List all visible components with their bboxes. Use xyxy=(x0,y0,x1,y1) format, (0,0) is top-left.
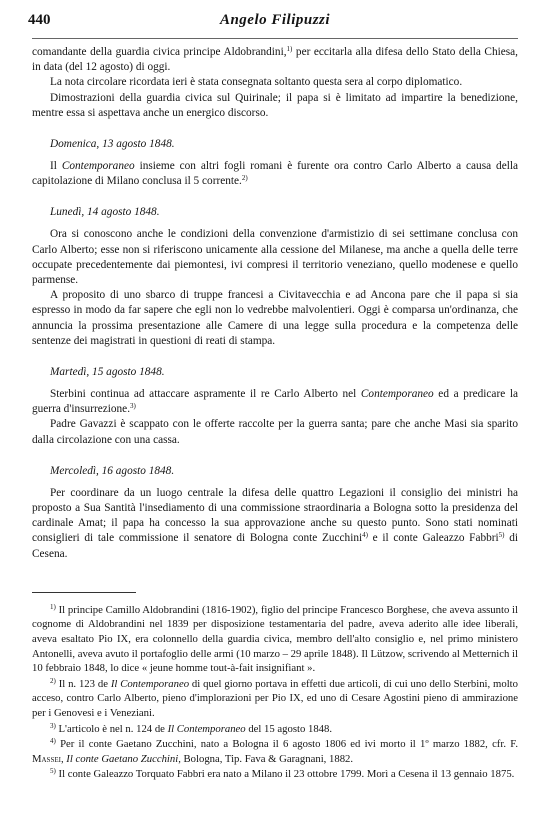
paragraph: Dimostrazioni della guardia civica sul Quirinale; il papa si è limitato ad impartire la benedizione, mentre essa si aspettava anche un energico discorso. xyxy=(32,91,518,119)
footnotes xyxy=(32,603,518,782)
entry-date: Mercoledì, 16 agosto 1848. xyxy=(50,464,175,477)
page-header xyxy=(28,8,518,39)
footnote-ref[interactable]: 4) xyxy=(362,531,368,540)
entry-date: Martedì, 15 agosto 1848. xyxy=(50,366,165,379)
paragraph: Padre Gavazzi è scappato con le offerte raccolte per la guerra santa; pare che anche Masi sia sparito dalla circolazione con una cassa. xyxy=(32,418,518,446)
paragraph: Ora si conoscono anche le condizioni della convenzione d'armistizio di sei settimane conclusa con Carlo Alberto; esse non si riferiscono unicamente alla cessione del Milanese, ma anche a quella delle terre occupate precedentemente dai piemontesi, ivi compresi il territorio veneziano, quello modenese e quello parmense. xyxy=(32,228,518,287)
paragraph: La nota circolare ricordata ieri è stata consegnata soltanto questa sera al corpo diplomatico. xyxy=(50,76,463,89)
footnote: $^{1)}$ Il principe Camillo Aldobrandini (1816-1902), figlio del principe Francesco Borghese, che aveva assunto il cognome di Aldobrandini nel 1839 per disposizione testamentaria del padre, aveva aderito alle idee liberali, aveva esaltato Pio IX, era colonnello della guardia civica, membro dell'alto consiglio e, nel primo ministero Antonelli, aveva avuto il portafoglio delle armi (10 marzo – 29 aprile 1848). Il Lützow, scrivendo al Metternich il 10 febbraio 1848, lo dice « jeune homme tout-à-fait insignifiant ». xyxy=(32,602,518,675)
paragraph: A proposito di uno sbarco di truppe francesi a Civitavecchia e ad Ancona pare che il papa si sia espresso in modo da far sapere che egli non lo vedrebbe malvolentieri. Oggi è comparsa un'ordinanza, che annuncia la prossima presentazione alle Camere di una legge sulla procedura e la competenza delle sentenze dei magistrati in questioni di reati di stampa. xyxy=(32,289,518,347)
footnote: $^{4)}$ Per il conte Gaetano Zucchini, nato a Bologna il 6 agosto 1806 ed ivi morto il 1º marzo 1882, cfr. F. Massei, Il conte Gaetano Zucchini, Bologna, Tip. Fava & Garagnani, 1882. xyxy=(32,737,518,765)
paragraph: comandante della guardia civica principe Aldobrandini,$^{1)}$ per eccitarla alla difesa dello Stato della Chiesa, in data (del 12 agosto) di oggi. xyxy=(32,45,518,74)
footnote-ref[interactable]: 3) xyxy=(130,402,136,411)
entry-date: Lunedì, 14 agosto 1848. xyxy=(50,206,160,219)
paragraph: Sterbini continua ad attaccare aspramente il re Carlo Alberto nel Contemporaneo ed a predicare la guerra d'insurrezione.$^{3)}$ xyxy=(32,388,518,416)
footnote: $^{2)}$ Il n. 123 de Il Contemporaneo di quel giorno portava in effetti due articoli, di cui uno dello Sterbini, molto acceso, contro Carlo Alberto, pieno d'implorazioni per Pio IX, ed uno di Cesare Agostini pieno di ammirazione per i Genovesi e i Veneziani. xyxy=(32,676,518,720)
entry-date: Domenica, 13 agosto 1848. xyxy=(50,138,175,151)
footnote-ref[interactable]: 1) xyxy=(286,45,293,53)
page xyxy=(28,8,518,783)
paragraph: Per coordinare da un luogo centrale la difesa delle quattro Legazioni il consiglio dei ministri ha proposto a Sua Santità l'insediamento di una commissione straordinaria a Bologna sotto la presidenza del cardinale Amat; il papa ha concesso la sua approvazione anche su questo punto. Sono stati nominati consiglieri di tale commissione il senatore di Bologna conte Zucchini$^{4)}$ e il conte Galeazzo Fabbri$^{5)}$ di Cesena. xyxy=(32,486,518,560)
main-text xyxy=(32,39,518,562)
paragraph: Il Contemporaneo insieme con altri fogli romani è furente ora contro Carlo Alberto a causa della capitolazione di Milano conclusa il 5 corrente.$^{2)}$ xyxy=(32,160,518,188)
footnote-ref[interactable]: 2) xyxy=(241,174,248,183)
page-number: 440 xyxy=(28,12,51,28)
footnote: $^{5)}$ Il conte Galeazzo Torquato Fabbri era nato a Milano il 23 ottobre 1799. Morì a Cesena il 13 gennaio 1875. xyxy=(50,767,515,781)
footnote: $^{3)}$ L'articolo è nel n. 124 de Il Contemporaneo del 15 agosto 1848. xyxy=(50,721,333,735)
footnote-ref[interactable]: 5) xyxy=(498,531,505,540)
footnote-divider xyxy=(32,592,136,593)
running-title: Angelo Filipuzzi xyxy=(219,12,331,28)
